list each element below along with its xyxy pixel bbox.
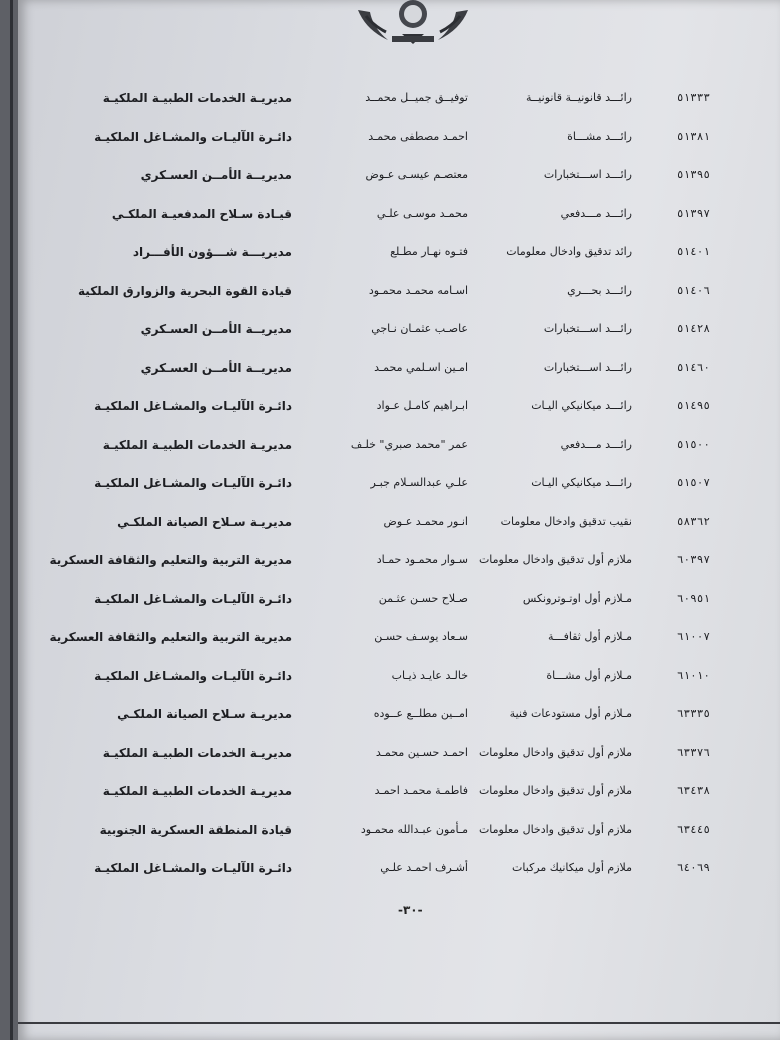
- officer-name: علـي عبدالسـلام جبـر: [370, 476, 468, 489]
- rank-specialty: رائـــد مـــدفعي: [560, 207, 632, 220]
- unit-name: دائـرة الآليـات والمشـاغل الملكيـة: [94, 476, 292, 490]
- rank-specialty: رائـــد اســـتخبارات: [543, 168, 632, 181]
- rank-specialty: رائـــد ميكانيكي اليـات: [531, 399, 632, 412]
- unit-name: مديرية التربية والتعليم والثقافة العسكرية: [49, 630, 292, 644]
- unit-name: مديريـة الخدمات الطبيـة الملكيـة: [102, 438, 292, 452]
- officer-name: اسـامه محمـد محمـود: [368, 284, 468, 297]
- service-number: ٥١٣٩٥: [676, 168, 710, 181]
- list-row: [18, 630, 780, 652]
- unit-name: مديريـة سـلاح الصيانة الملكـي: [117, 707, 292, 721]
- list-row: [18, 207, 780, 229]
- rank-specialty: رائد تدقيق وادخال معلومات: [506, 245, 632, 258]
- officer-name: مـأمون عبـدالله محمـود: [360, 823, 468, 836]
- rank-specialty: ملازم أول ميكانيك مركبات: [512, 861, 632, 874]
- list-row: [18, 515, 780, 537]
- service-number: ٥١٤٩٥: [676, 399, 710, 412]
- service-number: ٦٤٠٦٩: [676, 861, 710, 874]
- list-row: [18, 784, 780, 806]
- unit-name: مديريـة سـلاح الصيانة الملكـي: [117, 515, 292, 529]
- rank-specialty: مـلازم أول ثقافـــة: [548, 630, 632, 643]
- page-number: -٣٠-: [398, 903, 423, 917]
- service-number: ٥١٤٢٨: [676, 322, 710, 335]
- list-row: [18, 553, 780, 575]
- rank-specialty: ملازم أول تدقيق وادخال معلومات: [478, 553, 632, 566]
- military-emblem-icon: [348, 0, 478, 48]
- list-row: [18, 284, 780, 306]
- rank-specialty: رائـــد بحـــري: [567, 284, 632, 297]
- list-row: [18, 245, 780, 267]
- service-number: ٥١٣٩٧: [676, 207, 710, 220]
- list-row: [18, 168, 780, 190]
- rank-specialty: مـلازم أول مستودعات فنية: [509, 707, 632, 720]
- unit-name: دائـرة الآليـات والمشـاغل الملكيـة: [94, 592, 292, 606]
- service-number: ٥١٥٠٠: [676, 438, 710, 451]
- unit-name: قيـادة سـلاح المدفعيـة الملكـي: [111, 207, 292, 221]
- unit-name: قيادة المنطقة العسكرية الجنوبية: [99, 823, 292, 837]
- rank-specialty: رائـــد اســـتخبارات: [543, 361, 632, 374]
- service-number: ٥٨٣٦٢: [676, 515, 710, 528]
- service-number: ٦٠٣٩٧: [676, 553, 710, 566]
- unit-name: مديريـة الخدمات الطبيـة الملكيـة: [102, 746, 292, 760]
- service-number: ٥١٤٦٠: [676, 361, 710, 374]
- list-row: [18, 746, 780, 768]
- officer-name: عمر "محمد صبري" خلـف: [350, 438, 468, 451]
- unit-name: دائـرة الآليـات والمشـاغل الملكيـة: [94, 399, 292, 413]
- unit-name: مديريـة الخدمات الطبيـة الملكيـة: [102, 784, 292, 798]
- list-row: [18, 130, 780, 152]
- list-row: [18, 91, 780, 113]
- rank-specialty: رائـــد قانونيــة قانونيــة: [525, 91, 632, 104]
- rank-specialty: رائـــد ميكانيكي اليـات: [531, 476, 632, 489]
- rank-specialty: ملازم أول تدقيق وادخال معلومات: [478, 746, 632, 759]
- rank-specialty: رائـــد مشـــاة: [567, 130, 632, 143]
- list-row: [18, 476, 780, 498]
- service-number: ٥١٣٨١: [676, 130, 710, 143]
- list-row: [18, 399, 780, 421]
- list-row: [18, 592, 780, 614]
- officer-name: امـين اسـلمي محمـد: [374, 361, 468, 374]
- document-page: [18, 0, 780, 1040]
- list-row: [18, 823, 780, 845]
- service-number: ٥١٣٣٣: [676, 91, 710, 104]
- rank-specialty: رائـــد مـــدفعي: [560, 438, 632, 451]
- officer-name: معتصـم عيسـى عـوض: [365, 168, 468, 181]
- unit-name: مديرية التربية والتعليم والثقافة العسكرية: [49, 553, 292, 567]
- service-number: ٥١٤٠٦: [676, 284, 710, 297]
- officer-name: فاطمـة محمـد احمـد: [374, 784, 468, 797]
- unit-name: دائـرة الآليـات والمشـاغل الملكيـة: [94, 669, 292, 683]
- service-number: ٦٣٣٣٥: [676, 707, 710, 720]
- list-row: [18, 322, 780, 344]
- list-row: [18, 861, 780, 883]
- rank-specialty: ملازم أول تدقيق وادخال معلومات: [478, 823, 632, 836]
- officer-name: محمـد موسـى علـي: [376, 207, 468, 220]
- officer-name: احمـد مصطفى محمـد: [368, 130, 468, 143]
- unit-name: مديريــة الأمــن العسـكري: [140, 322, 292, 336]
- officer-name: فتـوه نهـار مطـلع: [390, 245, 468, 258]
- officer-name: احمـد حسـين محمـد: [375, 746, 468, 759]
- officer-name: ابـراهيم كامـل عـواد: [376, 399, 468, 412]
- rank-specialty: مـلازم أول اوتـوترونكس: [522, 592, 632, 605]
- service-number: ٦٣٤٣٨: [676, 784, 710, 797]
- service-number: ٦٣٤٤٥: [676, 823, 710, 836]
- service-number: ٦٣٣٧٦: [676, 746, 710, 759]
- service-number: ٦٠٩٥١: [676, 592, 710, 605]
- officer-name: امــين مطلــع عــوده: [373, 707, 468, 720]
- officer-name: توفيــق جميــل محمــد: [365, 91, 468, 104]
- unit-name: مديريـة الخدمات الطبيـة الملكيـة: [102, 91, 292, 105]
- binding-edge: [10, 0, 13, 1040]
- bottom-rule: [18, 1022, 780, 1024]
- list-row: [18, 707, 780, 729]
- unit-name: مديريــة الأمــن العسـكري: [140, 361, 292, 375]
- rank-specialty: نقيب تدقيق وادخال معلومات: [500, 515, 632, 528]
- officer-name: أشـرف احمـد علـي: [380, 861, 468, 874]
- service-number: ٥١٥٠٧: [676, 476, 710, 489]
- service-number: ٥١٤٠١: [676, 245, 710, 258]
- list-row: [18, 438, 780, 460]
- rank-specialty: ملازم أول تدقيق وادخال معلومات: [478, 784, 632, 797]
- unit-name: مديريـــة شـــؤون الأفـــراد: [132, 245, 292, 259]
- officer-name: خالـد عايـد ذيـاب: [391, 669, 468, 682]
- list-row: [18, 361, 780, 383]
- unit-name: مديريــة الأمــن العسـكري: [140, 168, 292, 182]
- officer-name: سـوار محمـود حمـاد: [376, 553, 468, 566]
- list-row: [18, 669, 780, 691]
- service-number: ٦١٠٠٧: [676, 630, 710, 643]
- service-number: ٦١٠١٠: [676, 669, 710, 682]
- rank-specialty: مـلازم أول مشـــاة: [546, 669, 632, 682]
- unit-name: دائـرة الآليـات والمشـاغل الملكيـة: [94, 861, 292, 875]
- rank-specialty: رائـــد اســـتخبارات: [543, 322, 632, 335]
- officer-name: صـلاح حسـن عثـمن: [378, 592, 468, 605]
- officer-name: عاصـب عثمـان نـاجي: [371, 322, 468, 335]
- officer-name: سـعاد يوسـف حسـن: [374, 630, 468, 643]
- unit-name: قيادة القوة البحرية والزوارق الملكية: [78, 284, 292, 298]
- unit-name: دائـرة الآليـات والمشـاغل الملكيـة: [94, 130, 292, 144]
- officer-name: انـور محمـد عـوض: [383, 515, 468, 528]
